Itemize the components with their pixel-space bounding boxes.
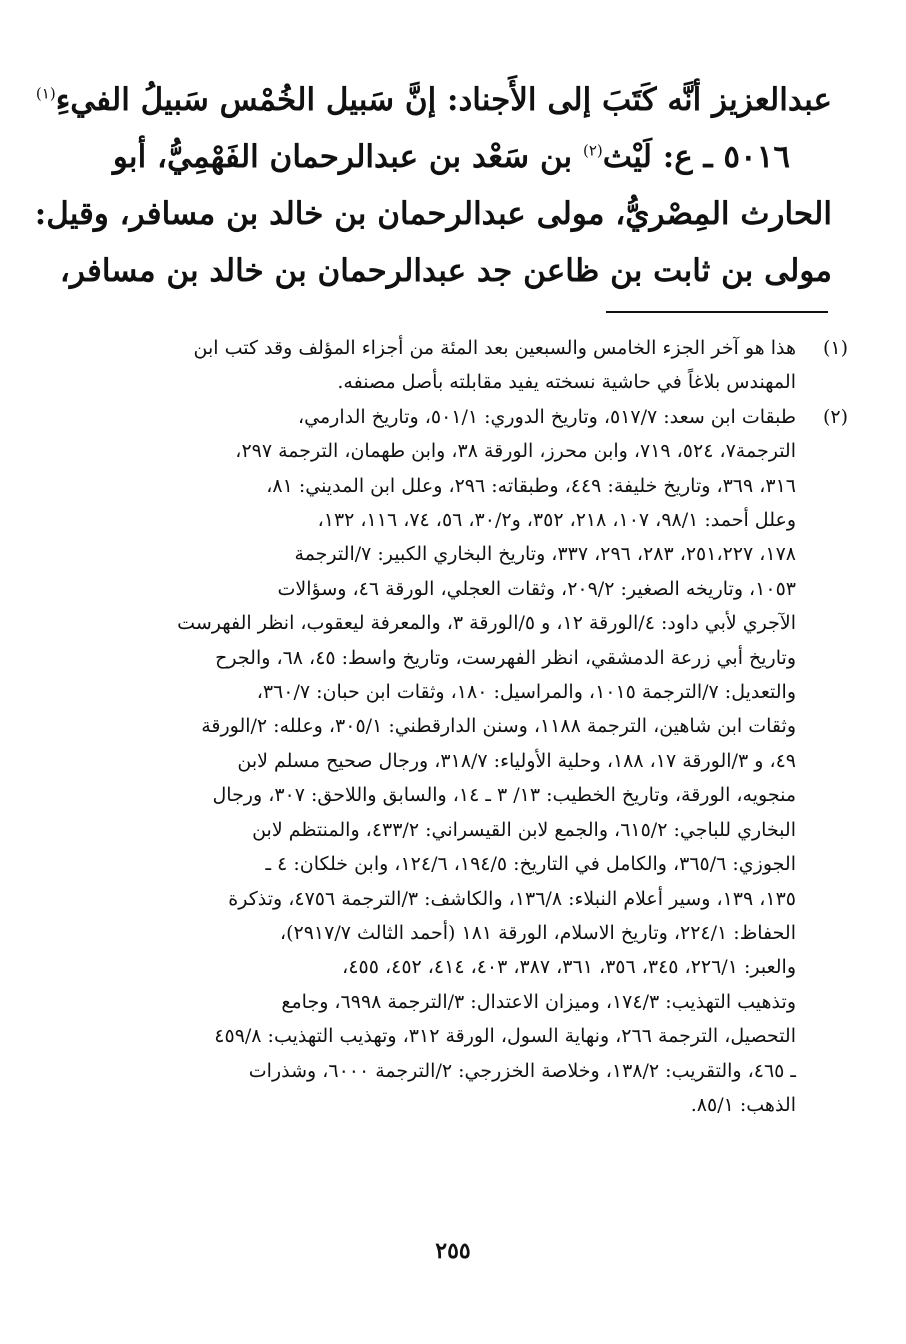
footnote-line: وتاريخ أبي زرعة الدمشقي، انظر الفهرست، وتاريخ واسط: ٤٥، ٦٨، والجرح — [215, 646, 796, 669]
footnote-line: ١٧٨، ٢٥١،٢٢٧، ٢٨٣، ٢٩٦، ٣٣٧، وتاريخ البخاري الكبير: ٧/الترجمة — [294, 543, 796, 566]
footnote-line: وعلل أحمد: ٩٨/١، ١٠٧، ٢١٨، ٣٥٢، و٣٠/٢، ٥٦، ٧٤، ١١٦، ١٣٢، — [317, 509, 796, 532]
main-text-line: عبدالعزيز أنَّه كَتَبَ إلى الأَجناد: إنَّ سَبيل الخُمْس سَبيلُ الفيءِ$^{(١)}$ — [35, 82, 832, 118]
footnote-ref[interactable]: (١) — [35, 84, 56, 103]
footnote-line: المهندس بلاغاً في حاشية نسخته يفيد مقابلته بأصل مصنفه. — [337, 371, 796, 394]
main-text-line: ٥٠١٦ ـ ع: لَيْث$^{(٢)}$ بن سَعْد بن عبدالرحمان الفَهْمِيُّ، أبو — [112, 139, 790, 175]
footnote-line: الذهب: ٨٥/١. — [690, 1093, 796, 1116]
footnote — [128, 331, 848, 400]
footnote-line: الترجمة٧، ٥٢٤، ٧١٩، وابن محرز، الورقة ٣٨، وابن طهمان، الترجمة ٢٩٧، — [235, 440, 796, 463]
footnote-line: هذا هو آخر الجزء الخامس والسبعين بعد المئة من أجزاء المؤلف وقد كتب ابن — [193, 337, 796, 359]
footnote-line: والعبر: ٢٢٦/١، ٣٤٥، ٣٥٦، ٣٦١، ٣٨٧، ٤٠٣، ٤١٤، ٤٥٢، ٤٥٥، — [342, 956, 796, 979]
footnotes — [128, 331, 848, 1122]
footnote-line: ٣١٦، ٣٦٩، وتاريخ خليفة: ٤٤٩، وطبقاته: ٢٩٦، وعلل ابن المديني: ٨١، — [266, 474, 796, 497]
footnote-line: البخاري للباجي: ٦١٥/٢، والجمع لابن القيسراني: ٤٣٣/٢، والمنتظم لابن — [252, 818, 796, 841]
footnote-line: وثقات ابن شاهين، الترجمة ١١٨٨، وسنن الدارقطني: ٣٠٥/١، وعلله: ٢/الورقة — [201, 715, 796, 738]
footnote-line: والتعديل: ٧/الترجمة ١٠١٥، والمراسيل: ١٨٠، وثقات ابن حبان: ٣٦٠/٧، — [256, 681, 796, 704]
page-number: ٢٥٥ — [435, 1238, 471, 1264]
footnote-line: الجوزي: ٣٦٥/٦، والكامل في التاريخ: ١٩٤/٥، ١٢٤/٦، وابن خلكان: ٤ ـ — [265, 853, 796, 876]
main-text — [34, 72, 832, 300]
footnote-line: منجويه، الورقة، وتاريخ الخطيب: ١٣/ ٣ ـ ١٤، والسابق واللاحق: ٣٠٧، ورجال — [212, 784, 796, 807]
footnote-line: الآجري لأبي داود: ٤/الورقة ١٢، و ٥/الورقة ٣، والمعرفة ليعقوب، انظر الفهرست — [177, 612, 796, 635]
footnote-line: وتذهيب التهذيب: ١٧٤/٣، وميزان الاعتدال: ٣/الترجمة ٦٩٩٨، وجامع — [281, 990, 796, 1013]
footnote-line: الحفاظ: ٢٢٤/١، وتاريخ الاسلام، الورقة ١٨١ (أحمد الثالث ٢٩١٧/٧)، — [279, 921, 796, 944]
main-text-line: مولى بن ثابت بن ظاعن جد عبدالرحمان بن خالد بن مسافر، — [59, 253, 832, 289]
footnote-line: التحصيل، الترجمة ٢٦٦، ونهاية السول، الورقة ٣١٢، وتهذيب التهذيب: ٤٥٩/٨ — [214, 1025, 796, 1048]
footnote-marker: (١) — [822, 337, 848, 359]
footnote-line: ٤٩، و ٣/الورقة ١٧، ١٨٨، وحلية الأولياء: ٣١٨/٧، ورجال صحيح مسلم لابن — [237, 749, 796, 772]
footnote-marker: (٢) — [822, 405, 848, 428]
footnote — [128, 400, 848, 1123]
footnote-separator — [606, 311, 828, 313]
footnote-ref[interactable]: (٢) — [582, 141, 603, 160]
main-text-line: الحارث المِصْريُّ، مولى عبدالرحمان بن خالد بن مسافر، وقيل: — [34, 196, 832, 232]
footnote-line: ـ ٤٦٥، والتقريب: ١٣٨/٢، وخلاصة الخزرجي: ٢/الترجمة ٦٠٠٠، وشذرات — [248, 1059, 796, 1082]
footnote-line: ١٣٥، ١٣٩، وسير أعلام النبلاء: ١٣٦/٨، والكاشف: ٣/الترجمة ٤٧٥٦، وتذكرة — [228, 887, 796, 910]
footnote-line: طبقات ابن سعد: ٥١٧/٧، وتاريخ الدوري: ٥٠١/١، وتاريخ الدارمي، — [298, 405, 796, 428]
footnote-line: ١٠٥٣، وتاريخه الصغير: ٢٠٩/٢، وثقات العجلي، الورقة ٤٦، وسؤالات — [277, 577, 796, 600]
